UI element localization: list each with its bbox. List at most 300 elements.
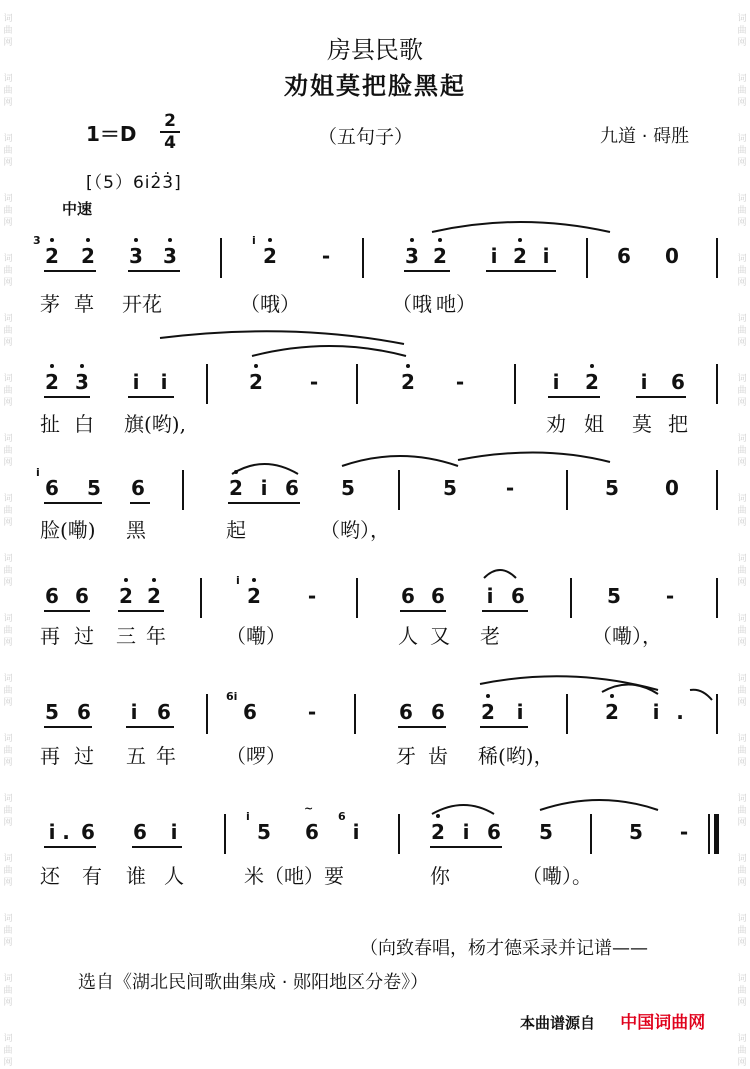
grace-note: 3 — [33, 234, 41, 247]
note: 6 — [487, 820, 501, 844]
lyric: 米（吔）要 — [244, 864, 344, 888]
note: 2 — [45, 244, 59, 268]
watermark-glyph: 词 — [3, 734, 13, 744]
beam — [128, 270, 180, 272]
notation-row-6 — [0, 802, 750, 854]
octave-dot — [50, 238, 54, 242]
watermark-glyph: 曲 — [3, 866, 13, 876]
watermark-glyph: 词 — [3, 374, 13, 384]
watermark-glyph: 词 — [3, 134, 13, 144]
lyric: （嘞） — [226, 624, 286, 648]
notation-row-2 — [0, 364, 750, 404]
bar-line — [514, 364, 516, 404]
grace-note: i — [236, 574, 240, 587]
watermark-glyph: 曲 — [3, 746, 13, 756]
lyric: 还 — [40, 864, 60, 888]
beam — [130, 502, 150, 504]
watermark-glyph: 曲 — [3, 146, 13, 156]
lyric: 把 — [668, 412, 688, 436]
watermark-glyph: 网 — [737, 698, 747, 708]
lyric: 过 — [74, 744, 94, 768]
grace-note: i — [246, 810, 250, 823]
note: 6 — [133, 820, 147, 844]
lyric: 又 — [430, 624, 450, 648]
note: i — [260, 476, 268, 500]
note: 3 — [129, 244, 143, 268]
watermark-glyph: 网 — [3, 278, 13, 288]
source-footer — [520, 1008, 705, 1033]
song-subtitle: 劝姐莫把脸黑起 — [284, 71, 466, 100]
note: i — [542, 244, 550, 268]
watermark-glyph: 曲 — [737, 1046, 747, 1056]
beam — [44, 502, 102, 504]
watermark-glyph: 词 — [737, 374, 747, 384]
dash: - — [309, 370, 319, 394]
watermark-glyph: 曲 — [737, 386, 747, 396]
watermark-glyph: 曲 — [737, 866, 747, 876]
beam — [398, 726, 446, 728]
bar-line — [362, 238, 364, 278]
watermark-glyph: 词 — [3, 194, 13, 204]
notation-row-1 — [0, 234, 750, 278]
octave-dot — [50, 364, 54, 368]
note: 6 — [45, 584, 59, 608]
note: i — [132, 370, 140, 394]
watermark-glyph: 词 — [3, 494, 13, 504]
note: i — [516, 700, 524, 724]
lyric: 牙 — [396, 744, 416, 768]
watermark-glyph: 曲 — [737, 86, 747, 96]
bar-line — [220, 238, 222, 278]
beam — [44, 726, 92, 728]
bar-line — [206, 694, 208, 734]
watermark-glyph: 网 — [3, 638, 13, 648]
note: i — [48, 820, 56, 844]
watermark-glyph: 网 — [737, 1058, 747, 1068]
watermark-glyph: 词 — [3, 974, 13, 984]
watermark-glyph: 网 — [3, 98, 13, 108]
bar-line — [398, 814, 400, 854]
watermark-glyph: 网 — [3, 818, 13, 828]
beam — [132, 846, 182, 848]
octave-dot — [134, 238, 138, 242]
watermark-glyph: 曲 — [737, 326, 747, 336]
time-denominator: 4 — [164, 133, 176, 153]
lyric: 草 — [74, 292, 94, 316]
note: 2 — [431, 820, 445, 844]
note: 5 — [45, 700, 59, 724]
dash: - — [505, 476, 515, 500]
note: 6 — [81, 820, 95, 844]
rest: 0 — [665, 476, 679, 500]
watermark-glyph: 词 — [3, 14, 13, 24]
note: 2 — [433, 244, 447, 268]
note: 6 — [431, 700, 445, 724]
bar-line — [566, 694, 568, 734]
octave-dot — [436, 814, 440, 818]
beam — [480, 726, 528, 728]
source-label: 本曲谱源自 — [520, 1014, 596, 1032]
watermark-glyph: 网 — [737, 458, 747, 468]
octave-dot — [406, 364, 410, 368]
note: 2 — [481, 700, 495, 724]
watermark-glyph: 网 — [737, 158, 747, 168]
watermark-glyph: 曲 — [3, 566, 13, 576]
lyric-line-4 — [0, 620, 750, 646]
bar-line — [716, 470, 718, 510]
note: 2 — [229, 476, 243, 500]
note: 2 — [247, 584, 261, 608]
watermark-glyph: 网 — [3, 218, 13, 228]
dash: - — [679, 820, 689, 844]
note: 5 — [539, 820, 553, 844]
bar-line — [716, 238, 718, 278]
note: 6 — [399, 700, 413, 724]
watermark-glyph: 曲 — [737, 446, 747, 456]
octave-dot — [486, 694, 490, 698]
watermark-glyph: 词 — [737, 314, 747, 324]
note: 2 — [401, 370, 415, 394]
watermark-glyph: 曲 — [3, 206, 13, 216]
watermark-glyph: 曲 — [3, 626, 13, 636]
lyric: 五 — [126, 744, 146, 768]
grace-note: 6 — [338, 810, 346, 823]
dotted-rhythm: . — [676, 700, 684, 724]
lyric: 谁 — [126, 864, 146, 888]
lyric: 白 — [74, 412, 94, 436]
bar-line — [716, 364, 718, 404]
beam — [430, 846, 502, 848]
octave-dot — [610, 694, 614, 698]
watermark-glyph: 网 — [3, 878, 13, 888]
dash: - — [665, 584, 675, 608]
beam — [636, 396, 686, 398]
watermark-glyph: 词 — [3, 434, 13, 444]
grace-note: i — [36, 466, 40, 479]
lyric-line-1 — [0, 288, 750, 314]
watermark-glyph: 曲 — [3, 806, 13, 816]
watermark-glyph: 网 — [737, 398, 747, 408]
note: 2 — [605, 700, 619, 724]
watermark-glyph: 网 — [737, 638, 747, 648]
watermark-glyph: 词 — [3, 254, 13, 264]
watermark-glyph: 词 — [3, 794, 13, 804]
beam — [548, 396, 600, 398]
note: 6 — [77, 700, 91, 724]
watermark-glyph: 网 — [737, 338, 747, 348]
watermark-glyph: 词 — [737, 794, 747, 804]
lyric-line-6 — [0, 860, 750, 886]
notation-row-5 — [0, 690, 750, 734]
note: 2 — [249, 370, 263, 394]
lyric: 人 — [164, 864, 184, 888]
note: 5 — [87, 476, 101, 500]
bar-line — [206, 364, 208, 404]
watermark-glyph: 词 — [737, 554, 747, 564]
note: 2 — [263, 244, 277, 268]
lyric: 黑 — [126, 518, 146, 542]
octave-dot — [152, 578, 156, 582]
note: 5 — [605, 476, 619, 500]
lyric-line-3 — [0, 514, 750, 540]
note: 5 — [443, 476, 457, 500]
watermark-glyph: 词 — [737, 194, 747, 204]
note: i — [652, 700, 660, 724]
watermark-glyph: 曲 — [737, 146, 747, 156]
watermark-glyph: 曲 — [737, 686, 747, 696]
tune-name: （五句子） — [318, 126, 414, 148]
beam — [44, 270, 96, 272]
beam — [482, 610, 528, 612]
watermark-glyph: 网 — [3, 938, 13, 948]
bar-line — [716, 578, 718, 618]
note: 5 — [341, 476, 355, 500]
lyric: 再 — [40, 744, 60, 768]
bar-line — [566, 470, 568, 510]
watermark-glyph: 词 — [737, 494, 747, 504]
beam — [118, 610, 164, 612]
lyric: 姐 — [584, 412, 604, 436]
watermark-glyph: 网 — [3, 38, 13, 48]
bar-line — [716, 694, 718, 734]
octave-dot — [234, 470, 238, 474]
lyric: 吔） — [436, 292, 476, 316]
watermark-glyph: 词 — [3, 1034, 13, 1044]
watermark-glyph: 网 — [3, 698, 13, 708]
watermark-glyph: 词 — [3, 74, 13, 84]
dash: - — [307, 584, 317, 608]
source-site-link[interactable]: 中国词曲网 — [620, 1013, 706, 1033]
note: 6 — [285, 476, 299, 500]
note: 3 — [163, 244, 177, 268]
beam — [128, 396, 174, 398]
lyric: 起 — [226, 518, 246, 542]
watermark-glyph: 网 — [737, 938, 747, 948]
note: 5 — [629, 820, 643, 844]
watermark-glyph: 网 — [3, 758, 13, 768]
note: 6 — [75, 584, 89, 608]
watermark-glyph: 网 — [737, 878, 747, 888]
lyric: （哦 — [392, 292, 432, 316]
lyric: 年 — [156, 744, 176, 768]
time-numerator: 2 — [164, 111, 176, 131]
dash: - — [321, 244, 331, 268]
watermark-glyph: 网 — [3, 398, 13, 408]
lyric: 人 — [398, 624, 418, 648]
watermark-glyph: 曲 — [737, 806, 747, 816]
bar-line — [586, 238, 588, 278]
final-bar-line-thick — [714, 814, 719, 854]
watermark-glyph: 词 — [737, 1034, 747, 1044]
watermark-glyph: 词 — [737, 14, 747, 24]
watermark-glyph: 网 — [3, 1058, 13, 1068]
watermark-glyph: 词 — [737, 734, 747, 744]
beam — [228, 502, 300, 504]
watermark-glyph: 曲 — [3, 86, 13, 96]
watermark-glyph: 曲 — [3, 446, 13, 456]
octave-dot — [410, 238, 414, 242]
watermark-glyph: 曲 — [737, 986, 747, 996]
lyric: 再 — [40, 624, 60, 648]
lyric: 齿 — [428, 744, 448, 768]
beam — [404, 270, 450, 272]
note: i — [170, 820, 178, 844]
watermark-glyph: 曲 — [737, 566, 747, 576]
note: i — [130, 700, 138, 724]
watermark-glyph: 曲 — [737, 506, 747, 516]
bar-line — [590, 814, 592, 854]
lyric: 有 — [82, 864, 102, 888]
note: 5 — [607, 584, 621, 608]
octave-dot — [268, 238, 272, 242]
lyric: （啰） — [226, 744, 286, 768]
watermark-glyph: 曲 — [3, 686, 13, 696]
note: 3 — [405, 244, 419, 268]
tempo-marking: 中速 — [62, 200, 93, 218]
performer-credit: （向致春唱，杨才德采录并记谱—— — [360, 938, 648, 959]
rest: 0 — [665, 244, 679, 268]
watermark-glyph: 网 — [3, 518, 13, 528]
lyric-line-5 — [0, 740, 750, 766]
watermark-glyph: 网 — [737, 278, 747, 288]
grace-note: i — [252, 234, 256, 247]
watermark-glyph: 曲 — [737, 626, 747, 636]
watermark-glyph: 词 — [737, 614, 747, 624]
note: 6 — [671, 370, 685, 394]
beam — [486, 270, 556, 272]
note: 6 — [431, 584, 445, 608]
octave-dot — [80, 364, 84, 368]
watermark-glyph: 曲 — [737, 926, 747, 936]
watermark-glyph: 曲 — [737, 26, 747, 36]
watermark-glyph: 曲 — [3, 1046, 13, 1056]
watermark-glyph: 曲 — [3, 986, 13, 996]
octave-dot — [86, 238, 90, 242]
note: 2 — [45, 370, 59, 394]
note: i — [486, 584, 494, 608]
watermark-glyph: 曲 — [737, 266, 747, 276]
lyric: 莫 — [632, 412, 652, 436]
grace-note: 6i — [226, 690, 238, 703]
note: 3 — [75, 370, 89, 394]
watermark-glyph: 词 — [737, 854, 747, 864]
bar-line — [570, 578, 572, 618]
lyric: 旗(哟), — [124, 412, 186, 436]
watermark-glyph: 曲 — [737, 206, 747, 216]
note: 6 — [131, 476, 145, 500]
watermark-glyph: 曲 — [3, 386, 13, 396]
trill-mark: ~ — [304, 802, 314, 815]
bar-line — [200, 578, 202, 618]
note: 6 — [157, 700, 171, 724]
octave-dot — [252, 578, 256, 582]
watermark-glyph: 网 — [3, 998, 13, 1008]
watermark-glyph: 词 — [3, 854, 13, 864]
beam — [126, 726, 174, 728]
notation-row-3 — [0, 466, 750, 510]
note: i — [160, 370, 168, 394]
lyric: 开花 — [122, 292, 162, 316]
note: 2 — [81, 244, 95, 268]
bar-line — [224, 814, 226, 854]
note: 2 — [119, 584, 133, 608]
note: i — [462, 820, 470, 844]
watermark-glyph: 曲 — [3, 326, 13, 336]
final-bar-line-thin — [708, 814, 710, 854]
note: 6 — [617, 244, 631, 268]
watermark-glyph: 词 — [737, 974, 747, 984]
intro-notation: [（5）6i2̇3̇] — [86, 173, 182, 193]
lyric: 过 — [74, 624, 94, 648]
watermark-glyph: 网 — [737, 758, 747, 768]
lyric: 老 — [480, 624, 500, 648]
lyric: （嘞）。 — [522, 864, 592, 888]
lyric: 扯 — [40, 412, 60, 436]
beam — [400, 610, 446, 612]
note: 6 — [305, 820, 319, 844]
note: 6 — [401, 584, 415, 608]
watermark-glyph: 词 — [3, 914, 13, 924]
watermark-glyph: 曲 — [3, 266, 13, 276]
note: 2 — [147, 584, 161, 608]
dash: - — [307, 700, 317, 724]
bar-line — [356, 578, 358, 618]
watermark-glyph: 词 — [737, 674, 747, 684]
watermark-glyph: 词 — [3, 554, 13, 564]
lyric: 茅 — [40, 292, 60, 316]
song-title: 房县民歌 — [327, 36, 423, 64]
watermark-glyph: 网 — [737, 998, 747, 1008]
octave-dot — [124, 578, 128, 582]
note: 6 — [45, 476, 59, 500]
beam — [44, 610, 90, 612]
octave-dot — [590, 364, 594, 368]
note: i — [552, 370, 560, 394]
bar-line — [354, 694, 356, 734]
bar-line — [182, 470, 184, 510]
octave-dot — [518, 238, 522, 242]
watermark-glyph: 曲 — [3, 926, 13, 936]
lyric: （哟）， — [320, 518, 390, 542]
lyric: 年 — [146, 624, 166, 648]
source-collection: 选自《湖北民间歌曲集成 · 郧阳地区分卷》） — [78, 972, 429, 993]
author-credit: 九道 · 碍胜 — [600, 126, 690, 147]
watermark-glyph: 词 — [3, 314, 13, 324]
notation-row-4 — [0, 574, 750, 618]
watermark-glyph: 网 — [737, 518, 747, 528]
lyric: 劝 — [546, 412, 566, 436]
lyric-line-2 — [0, 408, 750, 434]
beam — [44, 396, 90, 398]
dash: - — [455, 370, 465, 394]
watermark-glyph: 词 — [737, 434, 747, 444]
watermark-glyph: 网 — [737, 38, 747, 48]
watermark-glyph: 曲 — [3, 506, 13, 516]
watermark-glyph: 词 — [737, 134, 747, 144]
lyric: 稀(哟)， — [478, 744, 554, 768]
key-signature: 1＝D — [86, 122, 137, 146]
watermark-glyph: 词 — [737, 914, 747, 924]
octave-dot — [438, 238, 442, 242]
note: 2 — [585, 370, 599, 394]
lyric: （嘞）， — [592, 624, 662, 648]
watermark-glyph: 词 — [737, 74, 747, 84]
watermark-glyph: 词 — [737, 254, 747, 264]
bar-line — [356, 364, 358, 404]
watermark-glyph: 网 — [737, 218, 747, 228]
lyric: 脸(嘞) — [40, 518, 96, 542]
lyric: 你 — [430, 864, 450, 888]
